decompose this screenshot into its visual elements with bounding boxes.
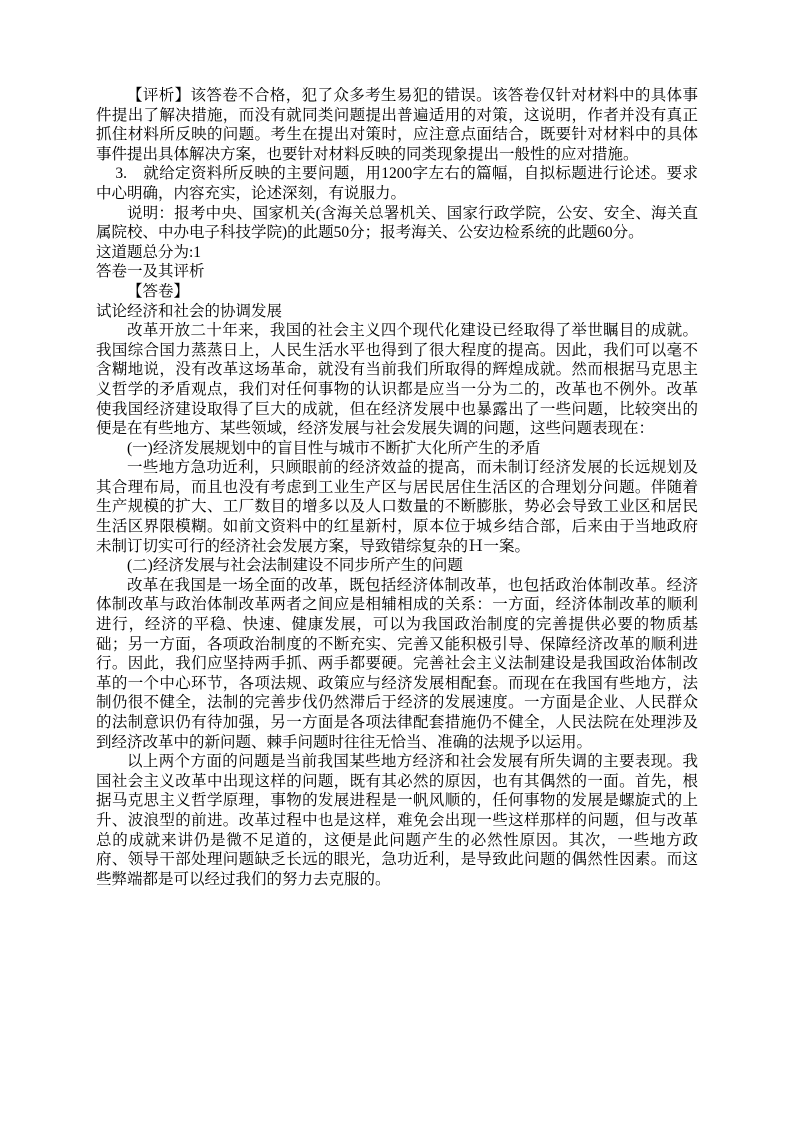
essay-paragraph-2: 一些地方急功近利，只顾眼前的经济效益的提高，而未制订经济发展的长远规划及其合理布局，而且也没有考虑到工业生产区与居民居住生活区的合理划分问题。伴随着生产规模的扩大、工厂数目的增多以及人口数量的不断膨胀，势必会导致工业区和居民生活区界限模糊。如前文资料中的红星新村，原本位于城乡结合部，后来由于当地政府未制订切实可行的经济社会发展方案，导致错综复杂的Ｈ一案。 — [96, 459, 698, 555]
question-3-text: 3. 就给定资料所反映的主要问题，用1200字左右的篇幅，自拟标题进行论述。要求中心明确，内容充实，论述深刻，有说服力。 — [96, 165, 698, 202]
essay-paragraph-4: 以上两个方面的问题是当前我国某些地方经济和社会发展有所失调的主要表现。我国社会主义改革中出现这样的问题，既有其必然的原因，也有其偶然的一面。首先，根据马克思主义哲学原理，事物的发展进程是一帆风顺的，任何事物的发展是螺旋式的上升、波浪型的前进。改革过程中也是这样，难免会出现一些这样那样的问题，但与改革总的成就来讲仍是微不足道的，这便是此问题产生的必然性原因。其次，一些地方政府、领导干部处理问题缺乏长远的眼光，急功近利，是导致此问题的偶然性因素。而这些弊端都是可以经过我们的努力去克服的。 — [96, 753, 698, 888]
answer-one-heading: 答卷一及其评析 — [96, 263, 205, 281]
question-note: 说明：报考中央、国家机关(含海关总署机关、国家行政学院，公安、安全、海关直属院校、中办电子科技学院)的此题50分；报考海关、公安边检系统的此题60分。 — [96, 204, 698, 242]
essay-section-heading-1: (一)经济发展规划中的盲目性与城市不断扩大化所产生的矛盾 — [127, 439, 541, 457]
commentary-paragraph: 【评析】该答卷不合格，犯了众多考生易犯的错误。该答卷仅针对材料中的具体事件提出了解决措施，而没有就同类问题提出普遍适用的对策，这说明，作者并没有真正抓住材料所反映的问题。考生在提出对策时，应注意点面结合，既要针对材料中的具体事件提出具体解决方案，也要针对材料反映的同类现象提出一般性的应对措施。 — [96, 87, 698, 163]
total-score-line: 这道题总分为:1 — [96, 243, 202, 261]
essay-paragraph-3: 改革在我国是一场全面的改革，既包括经济体制改革，也包括政治体制改革。经济体制改革与政治体制改革两者之间应是相辅相成的关系：一方面，经济体制改革的顺利进行，经济的平稳、快速、健康发展，可以为我国政治制度的完善提供必要的物质基础；另一方面，各项政治制度的不断充实、完善又能积极引导、保障经济改革的顺利进行。因此，我们应坚持两手抓、两手都要硬。完善社会主义法制建设是我国政治体制改革的一个中心环节，各项法规、政策应与经济发展相配套。而现在在我国有些地方，法制仍很不健全，法制的完善步伐仍然滞后于经济的发展速度。一方面是企业、人民群众的法制意识仍有待加强，另一方面是各项法律配套措施仍不健全，人民法院在处理涉及到经济改革中的新问题、棘手问题时往往无恰当、准确的法规予以运用。 — [96, 576, 698, 751]
essay-section-heading-2: (二)经济发展与社会法制建设不同步所产生的问题 — [127, 557, 463, 575]
answer-label: 【答卷】 — [127, 282, 190, 300]
essay-title: 试论经济和社会的协调发展 — [96, 302, 283, 320]
essay-paragraph-1: 改革开放二十年来，我国的社会主义四个现代化建设已经取得了举世瞩目的成就。我国综合国力蒸蒸日上，人民生活水平也得到了很大程度的提高。因此，我们可以毫不含糊地说，没有改革这场革命，就没有当前我们所取得的辉煌成就。然而根据马克思主义哲学的矛盾观点，我们对任何事物的认识都是应当一分为二的，改革也不例外。改革使我国经济建设取得了巨大的成就，但在经济发展中也暴露出了一些问题，比较突出的便是在有些地方、某些领域，经济发展与社会发展失调的问题，这些问题表现在： — [96, 322, 698, 438]
